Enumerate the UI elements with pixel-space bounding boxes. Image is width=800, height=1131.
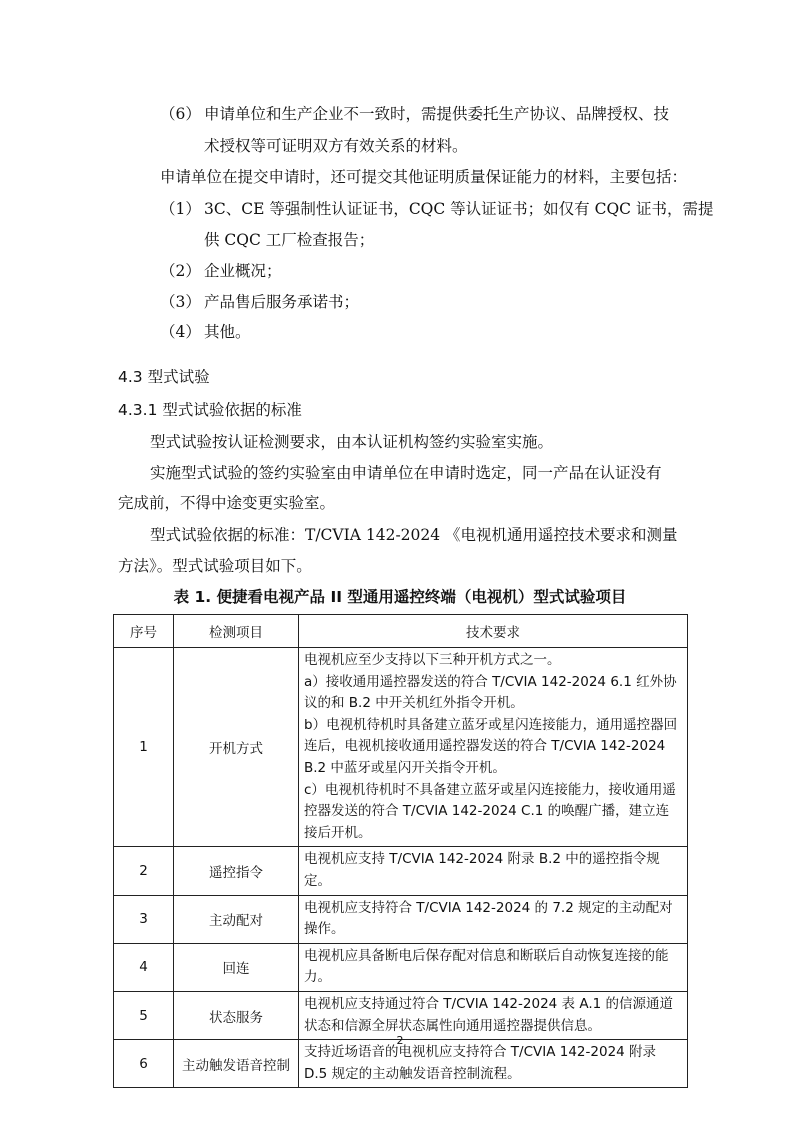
row-requirement [299, 991, 688, 1039]
row-item: 开机方式 [174, 648, 299, 847]
list-text-continued: 供 CQC 工厂检查报告； [204, 231, 375, 249]
table-row [114, 991, 688, 1039]
row-no: 5 [114, 991, 174, 1039]
row-item: 回连 [174, 943, 299, 991]
section-heading: 4.3 型式试验 [118, 368, 210, 386]
requirement-text: a）接收通用遥控器发送的符合 T/CVIA 142-2024 6.1 红外协议的和 B.2 中开关机红外指令开机。 [304, 673, 677, 712]
table-header-row [114, 615, 688, 648]
list-text: 产品售后服务承诺书； [204, 293, 360, 311]
intro-paragraph: 申请单位在提交申请时，还可提交其他证明质量保证能力的材料，主要包括： [160, 168, 688, 186]
table-row [114, 847, 688, 895]
paragraph-continued: 方法》。型式试验项目如下。 [118, 557, 312, 575]
requirement-text: 电视机应具备断电后保存配对信息和断联后自动恢复连接的能力。 [304, 947, 669, 986]
requirement-text: 电视机应至少支持以下三种开机方式之一。 [304, 652, 561, 668]
list-text: 申请单位和生产企业不一致时，需提供委托生产协议、品牌授权、技 [204, 105, 670, 123]
table-caption: 表 1. 便捷看电视产品 II 型通用遥控终端（电视机）型式试验项目 [173, 588, 627, 606]
list-text: 3C、CE 等强制性认证证书，CQC 等认证证书；如仅有 CQC 证书，需提 [204, 200, 714, 218]
row-no: 2 [114, 847, 174, 895]
requirement-text: c）电视机待机时不具备建立蓝牙或星闪连接能力，接收通用遥控器发送的符合 T/CVIA 142-2024 C.1 的唤醒广播，建立连接后开机。 [304, 781, 676, 841]
row-item: 主动配对 [174, 895, 299, 943]
list-text-continued: 术授权等可证明双方有效关系的材料。 [204, 137, 468, 155]
list-number: （2） [160, 262, 201, 280]
header-item: 检测项目 [174, 615, 299, 648]
page-number: 2 [396, 1034, 404, 1047]
table-row [114, 648, 688, 847]
subsection-heading: 4.3.1 型式试验依据的标准 [118, 401, 302, 419]
row-item: 主动触发语音控制 [174, 1040, 299, 1088]
test-items-table [113, 614, 688, 1088]
row-no: 3 [114, 895, 174, 943]
row-requirement [299, 943, 688, 991]
row-requirement [299, 847, 688, 895]
paragraph: 型式试验按认证检测要求，由本认证机构签约实验室实施。 [150, 433, 554, 451]
requirement-text: 电视机应支持通过符合 T/CVIA 142-2024 表 A.1 的信源通道状态和信源全屏状态属性向通用遥控器提供信息。 [304, 995, 674, 1034]
row-item: 状态服务 [174, 991, 299, 1039]
paragraph: 型式试验依据的标准：T/CVIA 142-2024 《电视机通用遥控技术要求和测量 [150, 526, 678, 544]
table-row [114, 895, 688, 943]
row-no: 1 [114, 648, 174, 847]
list-number: （6） [160, 105, 201, 123]
header-no: 序号 [114, 615, 174, 648]
row-item: 遥控指令 [174, 847, 299, 895]
list-number: （3） [160, 293, 201, 311]
paragraph-continued: 完成前，不得中途变更实验室。 [118, 494, 336, 512]
paragraph: 实施型式试验的签约实验室由申请单位在申请时选定，同一产品在认证没有 [150, 464, 662, 482]
row-requirement [299, 895, 688, 943]
list-text: 其他。 [204, 323, 251, 341]
row-no: 4 [114, 943, 174, 991]
requirement-text: b）电视机待机时具备建立蓝牙或星闪连接能力，通用遥控器回连后，电视机接收通用遥控器发送的符合 T/CVIA 142-2024 B.2 中蓝牙或星闪开关指令开机。 [304, 716, 678, 776]
table-row [114, 943, 688, 991]
list-number: （1） [160, 200, 201, 218]
list-number: （4） [160, 323, 201, 341]
requirement-text: 电视机应支持 T/CVIA 142-2024 附录 B.2 中的遥控指令规定。 [304, 851, 660, 889]
row-no: 6 [114, 1040, 174, 1088]
header-requirement: 技术要求 [299, 615, 688, 648]
requirement-text: 电视机应支持符合 T/CVIA 142-2024 的 7.2 规定的主动配对操作。 [304, 899, 673, 938]
row-requirement [299, 648, 688, 847]
list-text: 企业概况； [204, 262, 282, 280]
requirement-text: 支持近场语音的电视机应支持符合 T/CVIA 142-2024 附录 D.5 规定的主动触发语音控制流程。 [304, 1044, 657, 1082]
